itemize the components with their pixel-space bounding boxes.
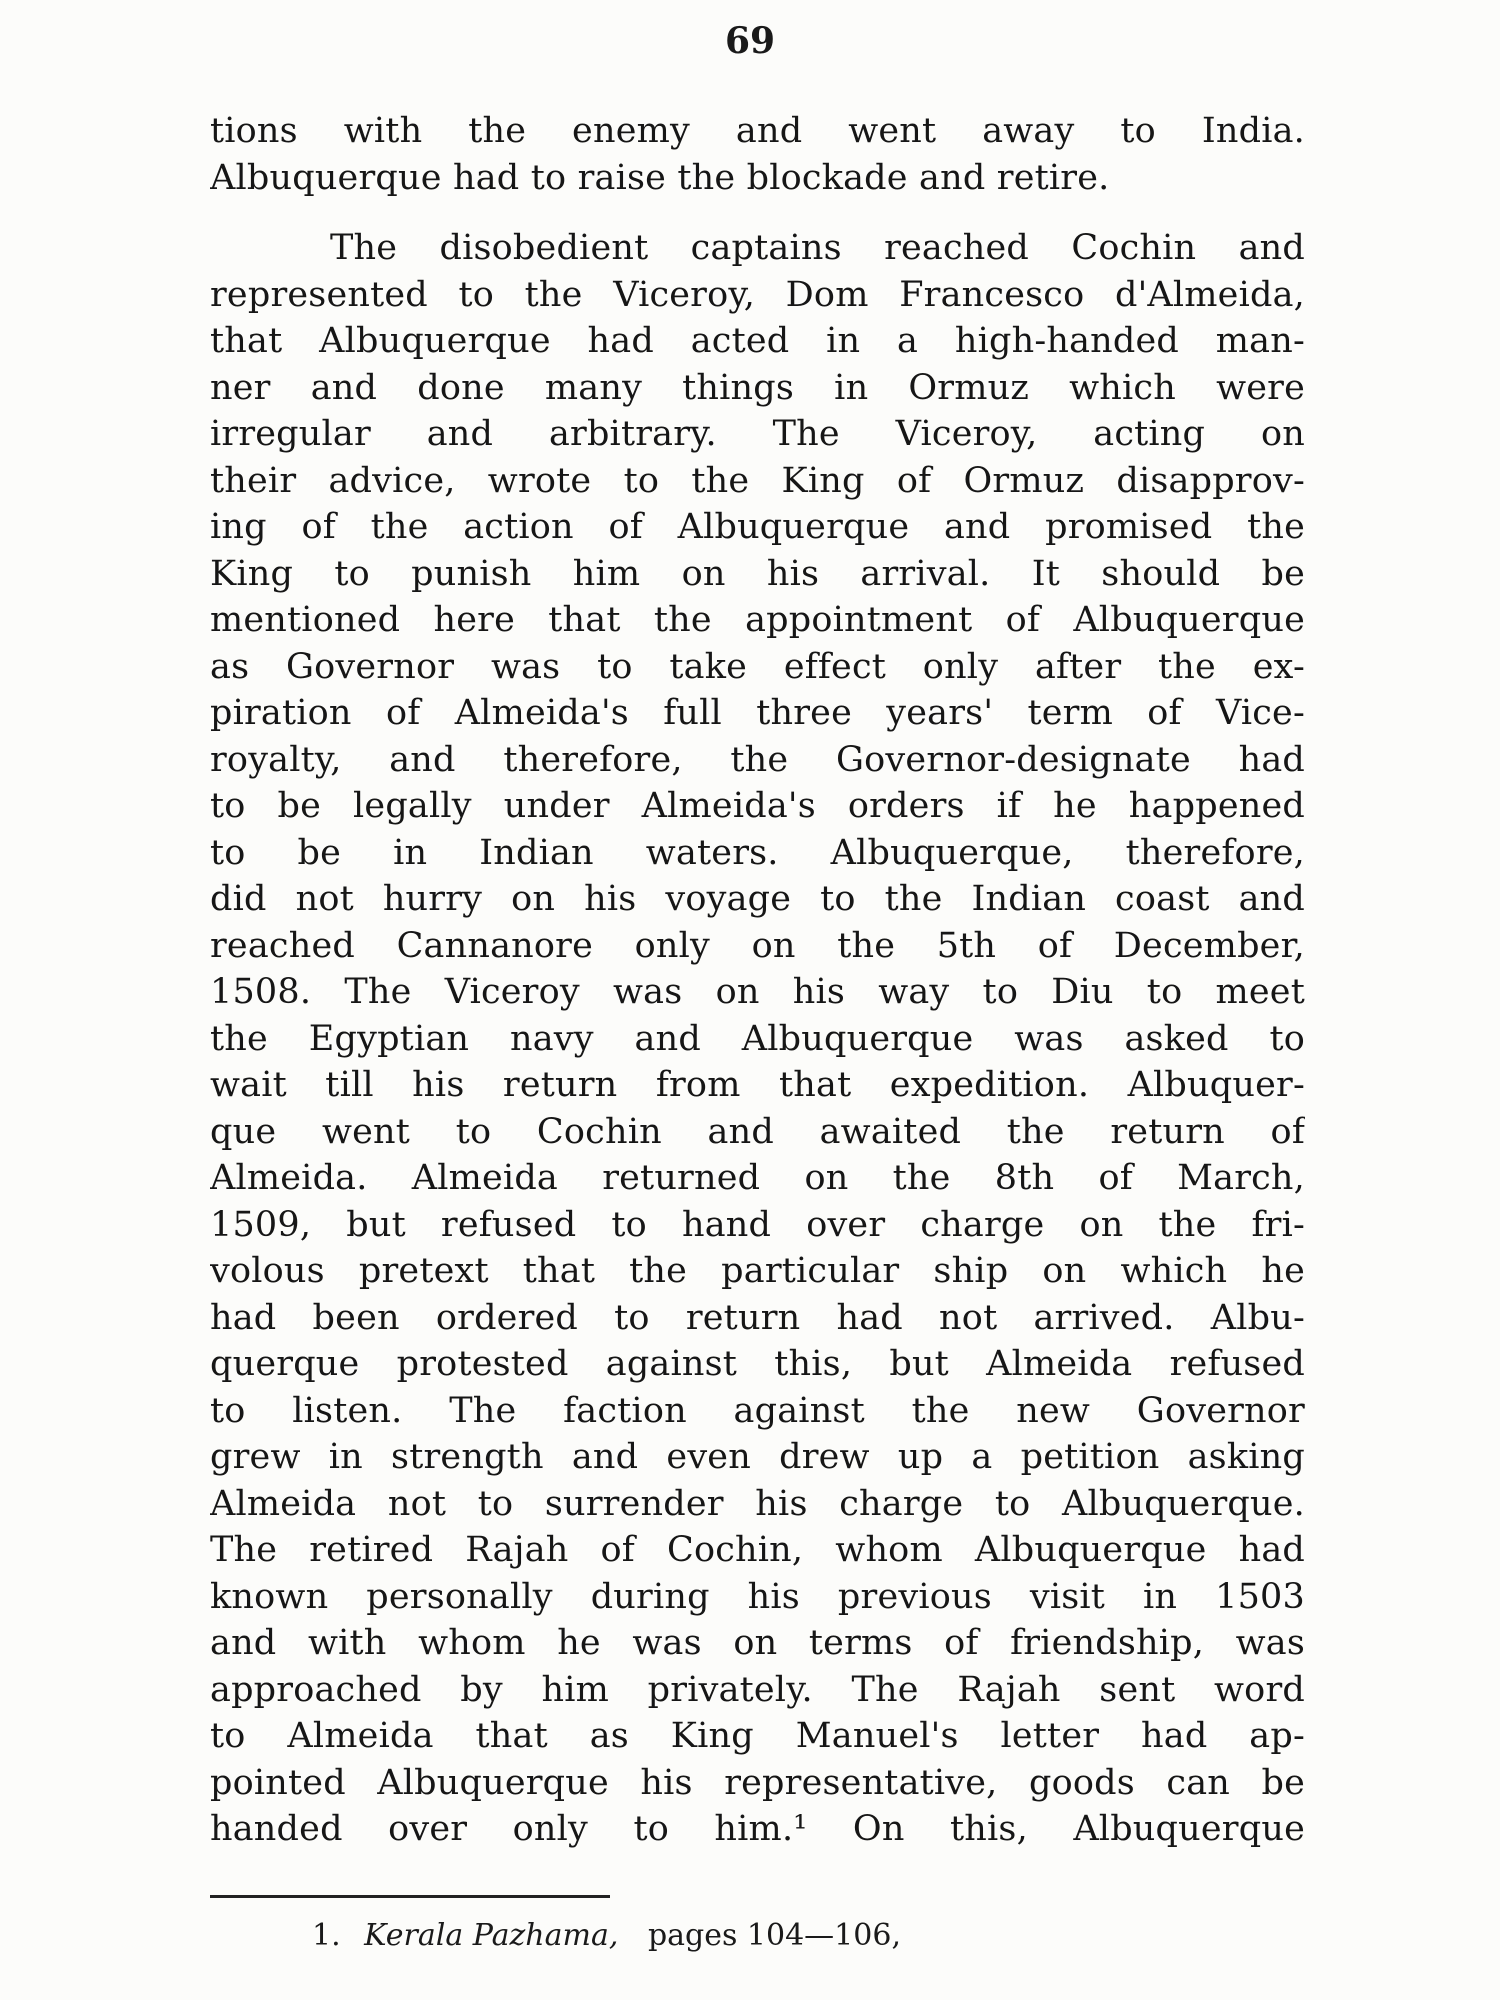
footnote-source-title: Kerala Pazhama, [364, 1918, 619, 1953]
text-line: reached Cannanore only on the 5th of December, [210, 925, 1305, 966]
text-line: Albuquerque had to raise the blockade and retire. [210, 157, 1110, 198]
text-line: que went to Cochin and awaited the return of [210, 1111, 1305, 1152]
text-line: piration of Almeida's full three years' term of Vice- [210, 693, 1305, 733]
text-line: 1509, but refused to hand over charge on the fri- [210, 1204, 1305, 1245]
text-line: ing of the action of Albuquerque and promised the [210, 507, 1305, 547]
text-line: Almeida not to surrender his charge to Albuquerque. [210, 1483, 1305, 1524]
text-line: pointed Albuquerque his representative, goods can be [210, 1762, 1305, 1803]
paragraph [210, 108, 1305, 201]
text-line: grew in strength and even drew up a petition asking [210, 1437, 1305, 1477]
paragraph [210, 225, 1305, 1853]
text-line: ner and done many things in Ormuz which were [210, 367, 1305, 408]
text-line: had been ordered to return had not arrived. Albu- [210, 1297, 1305, 1338]
text-line: and with whom he was on terms of friendship, was [210, 1623, 1305, 1663]
text-line: the Egyptian navy and Albuquerque was asked to [210, 1018, 1305, 1059]
text-line: approached by him privately. The Rajah sent word [210, 1669, 1305, 1710]
text-line: to be legally under Almeida's orders if he happened [210, 786, 1305, 826]
text-line: 1508. The Viceroy was on his way to Diu to meet [210, 972, 1305, 1012]
text-line: as Governor was to take effect only after the ex- [210, 646, 1305, 687]
text-line: The disobedient captains reached Cochin and [330, 228, 1305, 268]
text-line: did not hurry on his voyage to the Indian coast and [210, 879, 1305, 919]
footnote-pages: pages 104—106, [647, 1918, 901, 1953]
footnote [312, 1918, 901, 1953]
text-line: wait till his return from that expedition. Albuquer- [210, 1065, 1305, 1105]
text-line: known personally during his previous visit in 1503 [210, 1576, 1305, 1617]
text-line: mentioned here that the appointment of Albuquerque [210, 600, 1305, 640]
text-line: to be in Indian waters. Albuquerque, therefore, [210, 832, 1305, 873]
text-line: royalty, and therefore, the Governor-designate had [210, 739, 1305, 780]
text-line: their advice, wrote to the King of Ormuz disapprov- [210, 460, 1305, 501]
text-line: handed over only to him.¹ On this, Albuquerque [210, 1809, 1305, 1849]
footnote-divider [210, 1895, 610, 1898]
body-text [210, 108, 1305, 1853]
page-number: 69 [724, 20, 776, 62]
text-line: tions with the enemy and went away to India. [210, 111, 1305, 151]
text-line: The retired Rajah of Cochin, whom Albuquerque had [210, 1530, 1305, 1570]
text-line: to Almeida that as King Manuel's letter had ap- [210, 1716, 1305, 1756]
text-line: Almeida. Almeida returned on the 8th of March, [210, 1158, 1305, 1198]
text-line: querque protested against this, but Almeida refused [210, 1344, 1305, 1384]
text-line: represented to the Viceroy, Dom Francesco d'Almeida, [210, 274, 1305, 315]
text-line: irregular and arbitrary. The Viceroy, acting on [210, 414, 1305, 454]
text-line: that Albuquerque had acted in a high-handed man- [210, 321, 1305, 361]
text-line: King to punish him on his arrival. It should be [210, 553, 1305, 594]
text-line: to listen. The faction against the new Governor [210, 1390, 1305, 1431]
footnote-number: 1. [312, 1918, 341, 1953]
text-line: volous pretext that the particular ship on which he [210, 1251, 1305, 1291]
